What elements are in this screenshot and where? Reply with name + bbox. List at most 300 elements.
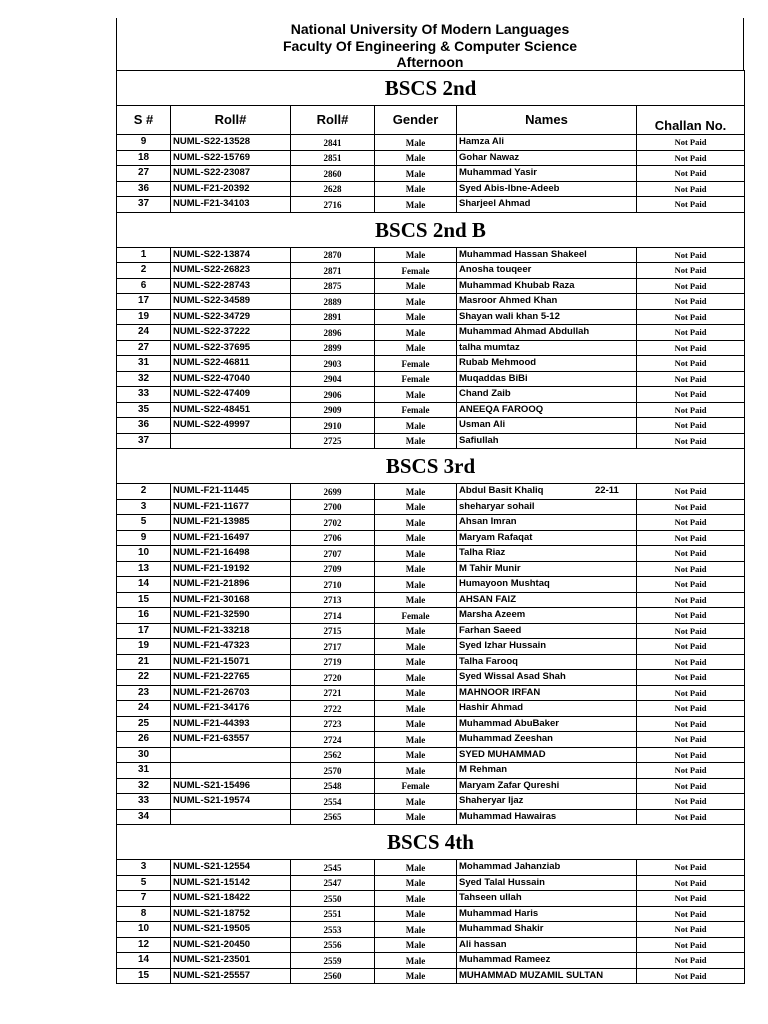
roll-number: 2860 (291, 166, 375, 182)
student-name: Gohar Nawaz (457, 150, 637, 166)
registration-number: NUML-S22-28743 (171, 278, 291, 294)
gender: Male (375, 340, 457, 356)
student-name: Syed Wissal Asad Shah (457, 670, 637, 686)
serial-number: 36 (117, 418, 171, 434)
table-row (117, 418, 745, 434)
section-title-row (117, 71, 745, 106)
section-title: BSCS 2nd B (117, 212, 745, 247)
serial-number: 12 (117, 937, 171, 953)
serial-number: 37 (117, 197, 171, 213)
column-header-name: Names (457, 106, 637, 135)
registration-number: NUML-S22-37695 (171, 340, 291, 356)
student-name: Rubab Mehmood (457, 356, 637, 372)
gender: Male (375, 546, 457, 562)
challan-status: Not Paid (637, 592, 745, 608)
challan-status: Not Paid (637, 953, 745, 969)
section-title: BSCS 4th (117, 825, 745, 860)
gender: Male (375, 922, 457, 938)
document-page (116, 18, 744, 984)
student-name: Maryam Rafaqat (457, 530, 637, 546)
challan-status: Not Paid (637, 484, 745, 500)
roll-number: 2560 (291, 968, 375, 984)
table-row (117, 181, 745, 197)
challan-status: Not Paid (637, 639, 745, 655)
gender: Female (375, 371, 457, 387)
challan-status: Not Paid (637, 561, 745, 577)
challan-status: Not Paid (637, 875, 745, 891)
student-name: Shaheryar Ijaz (457, 794, 637, 810)
table-row (117, 716, 745, 732)
registration-number: NUML-F21-30168 (171, 592, 291, 608)
registration-number: NUML-S21-23501 (171, 953, 291, 969)
student-name: ANEEQA FAROOQ (457, 402, 637, 418)
gender: Male (375, 181, 457, 197)
challan-status: Not Paid (637, 356, 745, 372)
student-name: Chand Zaib (457, 387, 637, 403)
gender: Male (375, 654, 457, 670)
student-name: Tahseen ullah (457, 891, 637, 907)
registration-number: NUML-S21-15496 (171, 778, 291, 794)
gender: Male (375, 937, 457, 953)
registration-number: NUML-F21-13985 (171, 515, 291, 531)
table-row (117, 294, 745, 310)
roll-number: 2545 (291, 860, 375, 876)
student-name: Muhammad Zeeshan (457, 732, 637, 748)
registration-number: NUML-F21-21896 (171, 577, 291, 593)
serial-number: 18 (117, 150, 171, 166)
roll-number: 2909 (291, 402, 375, 418)
registration-number: NUML-S22-46811 (171, 356, 291, 372)
challan-status: Not Paid (637, 433, 745, 449)
table-row (117, 530, 745, 546)
table-row (117, 809, 745, 825)
roll-number: 2702 (291, 515, 375, 531)
student-name: Anosha touqeer (457, 263, 637, 279)
gender: Male (375, 530, 457, 546)
table-row (117, 937, 745, 953)
gender: Male (375, 968, 457, 984)
table-row (117, 371, 745, 387)
section-title: BSCS 3rd (117, 449, 745, 484)
challan-status: Not Paid (637, 247, 745, 263)
challan-status: Not Paid (637, 530, 745, 546)
table-row (117, 685, 745, 701)
table-row (117, 968, 745, 984)
student-name: Muhammad Haris (457, 906, 637, 922)
section-title-row (117, 212, 745, 247)
table-row (117, 433, 745, 449)
roll-number: 2851 (291, 150, 375, 166)
student-note: 22-11 (595, 485, 619, 497)
registration-number: NUML-S22-13528 (171, 135, 291, 151)
serial-number: 27 (117, 340, 171, 356)
serial-number: 14 (117, 577, 171, 593)
table-row (117, 484, 745, 500)
gender: Male (375, 670, 457, 686)
table-row (117, 263, 745, 279)
fee-status-table (116, 70, 745, 984)
table-row (117, 340, 745, 356)
registration-number: NUML-S22-26823 (171, 263, 291, 279)
serial-number: 33 (117, 387, 171, 403)
student-name: Maryam Zafar Qureshi (457, 778, 637, 794)
gender: Male (375, 278, 457, 294)
serial-number: 10 (117, 546, 171, 562)
registration-number: NUML-S22-13874 (171, 247, 291, 263)
challan-status: Not Paid (637, 577, 745, 593)
table-row (117, 402, 745, 418)
student-name: Shayan wali khan 5-12 (457, 309, 637, 325)
gender: Female (375, 263, 457, 279)
challan-status: Not Paid (637, 135, 745, 151)
table-row (117, 747, 745, 763)
table-row (117, 860, 745, 876)
table-row (117, 197, 745, 213)
roll-number: 2547 (291, 875, 375, 891)
student-name: Ahsan Imran (457, 515, 637, 531)
table-row (117, 906, 745, 922)
student-name: Muhammad AbuBaker (457, 716, 637, 732)
challan-status: Not Paid (637, 937, 745, 953)
roll-number: 2551 (291, 906, 375, 922)
gender: Male (375, 561, 457, 577)
challan-status: Not Paid (637, 701, 745, 717)
gender: Male (375, 294, 457, 310)
gender: Male (375, 515, 457, 531)
gender: Male (375, 150, 457, 166)
gender: Male (375, 418, 457, 434)
gender: Male (375, 716, 457, 732)
registration-number: NUML-F21-34176 (171, 701, 291, 717)
gender: Male (375, 763, 457, 779)
roll-number: 2562 (291, 747, 375, 763)
registration-number: NUML-F21-32590 (171, 608, 291, 624)
student-name: Syed Izhar Hussain (457, 639, 637, 655)
serial-number: 2 (117, 263, 171, 279)
roll-number: 2709 (291, 561, 375, 577)
registration-number: NUML-F21-16497 (171, 530, 291, 546)
student-name: Farhan Saeed (457, 623, 637, 639)
registration-number: NUML-S22-34729 (171, 309, 291, 325)
registration-number: NUML-F21-47323 (171, 639, 291, 655)
table-row (117, 875, 745, 891)
registration-number: NUML-F21-22765 (171, 670, 291, 686)
table-row (117, 654, 745, 670)
table-row (117, 387, 745, 403)
gender: Male (375, 701, 457, 717)
student-name: Hashir Ahmad (457, 701, 637, 717)
table-row (117, 732, 745, 748)
roll-number: 2841 (291, 135, 375, 151)
roll-number: 2553 (291, 922, 375, 938)
registration-number: NUML-S21-19574 (171, 794, 291, 810)
serial-number: 33 (117, 794, 171, 810)
student-name: Talha Farooq (457, 654, 637, 670)
challan-status: Not Paid (637, 794, 745, 810)
challan-status: Not Paid (637, 891, 745, 907)
serial-number: 3 (117, 860, 171, 876)
student-name: Masroor Ahmed Khan (457, 294, 637, 310)
table-row (117, 247, 745, 263)
serial-number: 19 (117, 309, 171, 325)
serial-number: 8 (117, 906, 171, 922)
table-row (117, 309, 745, 325)
gender: Male (375, 685, 457, 701)
registration-number: NUML-F21-26703 (171, 685, 291, 701)
gender: Male (375, 433, 457, 449)
serial-number: 9 (117, 530, 171, 546)
table-row (117, 592, 745, 608)
registration-number (171, 809, 291, 825)
serial-number: 26 (117, 732, 171, 748)
student-name-cell (457, 484, 637, 500)
table-row (117, 670, 745, 686)
roll-number: 2713 (291, 592, 375, 608)
serial-number: 17 (117, 294, 171, 310)
document-header (116, 18, 744, 70)
table-row (117, 561, 745, 577)
registration-number: NUML-S22-49997 (171, 418, 291, 434)
registration-number: NUML-S22-37222 (171, 325, 291, 341)
shift-label: Afternoon (396, 54, 464, 70)
roll-number: 2721 (291, 685, 375, 701)
student-name: Muhammad Khubab Raza (457, 278, 637, 294)
gender: Male (375, 747, 457, 763)
registration-number (171, 763, 291, 779)
gender: Male (375, 166, 457, 182)
student-name: MUHAMMAD MUZAMIL SULTAN (457, 968, 637, 984)
table-row (117, 701, 745, 717)
roll-number: 2725 (291, 433, 375, 449)
challan-status: Not Paid (637, 670, 745, 686)
roll-number: 2570 (291, 763, 375, 779)
challan-status: Not Paid (637, 608, 745, 624)
table-row (117, 135, 745, 151)
student-name: Muhammad Ahmad Abdullah (457, 325, 637, 341)
challan-status: Not Paid (637, 499, 745, 515)
gender: Female (375, 356, 457, 372)
challan-status: Not Paid (637, 325, 745, 341)
serial-number: 37 (117, 433, 171, 449)
student-name: M Tahir Munir (457, 561, 637, 577)
student-name: Usman Ali (457, 418, 637, 434)
student-name: Humayoon Mushtaq (457, 577, 637, 593)
serial-number: 9 (117, 135, 171, 151)
registration-number: NUML-S22-48451 (171, 402, 291, 418)
student-name: SYED MUHAMMAD (457, 747, 637, 763)
registration-number: NUML-S21-19505 (171, 922, 291, 938)
challan-status: Not Paid (637, 294, 745, 310)
student-name: Talha Riaz (457, 546, 637, 562)
column-header-roll-no: Roll# (291, 106, 375, 135)
registration-number: NUML-S22-15769 (171, 150, 291, 166)
student-name: M Rehman (457, 763, 637, 779)
roll-number: 2699 (291, 484, 375, 500)
table-row (117, 577, 745, 593)
student-name: talha mumtaz (457, 340, 637, 356)
challan-status: Not Paid (637, 623, 745, 639)
roll-number: 2716 (291, 197, 375, 213)
student-name: Muhammad Hassan Shakeel (457, 247, 637, 263)
serial-number: 5 (117, 875, 171, 891)
challan-status: Not Paid (637, 278, 745, 294)
registration-number: NUML-F21-15071 (171, 654, 291, 670)
column-header-sn: S # (117, 106, 171, 135)
challan-status: Not Paid (637, 181, 745, 197)
roll-number: 2723 (291, 716, 375, 732)
challan-status: Not Paid (637, 197, 745, 213)
serial-number: 15 (117, 968, 171, 984)
roll-number: 2554 (291, 794, 375, 810)
challan-status: Not Paid (637, 747, 745, 763)
table-row (117, 922, 745, 938)
gender: Male (375, 809, 457, 825)
roll-number: 2559 (291, 953, 375, 969)
registration-number: NUML-F21-44393 (171, 716, 291, 732)
faculty-name: Faculty Of Engineering & Computer Science (282, 37, 578, 54)
roll-number: 2556 (291, 937, 375, 953)
gender: Male (375, 197, 457, 213)
student-name: Syed Talal Hussain (457, 875, 637, 891)
serial-number: 32 (117, 778, 171, 794)
student-name: Abdul Basit Khaliq (459, 485, 544, 497)
challan-status: Not Paid (637, 387, 745, 403)
gender: Female (375, 402, 457, 418)
challan-status: Not Paid (637, 371, 745, 387)
gender: Male (375, 577, 457, 593)
roll-number: 2710 (291, 577, 375, 593)
registration-number: NUML-F21-20392 (171, 181, 291, 197)
registration-number: NUML-S22-34589 (171, 294, 291, 310)
registration-number: NUML-F21-16498 (171, 546, 291, 562)
gender: Male (375, 309, 457, 325)
gender: Male (375, 732, 457, 748)
column-header-gender: Gender (375, 106, 457, 135)
serial-number: 21 (117, 654, 171, 670)
registration-number: NUML-S21-20450 (171, 937, 291, 953)
student-name: Muhammad Shakir (457, 922, 637, 938)
gender: Male (375, 387, 457, 403)
serial-number: 23 (117, 685, 171, 701)
serial-number: 35 (117, 402, 171, 418)
serial-number: 25 (117, 716, 171, 732)
registration-number: NUML-S22-47040 (171, 371, 291, 387)
table-row (117, 891, 745, 907)
challan-status: Not Paid (637, 340, 745, 356)
table-row (117, 546, 745, 562)
serial-number: 14 (117, 953, 171, 969)
roll-number: 2715 (291, 623, 375, 639)
registration-number: NUML-F21-11445 (171, 484, 291, 500)
column-header-roll: Roll# (171, 106, 291, 135)
student-name: Syed Abis-Ibne-Adeeb (457, 181, 637, 197)
student-name: Muhammad Rameez (457, 953, 637, 969)
serial-number: 24 (117, 325, 171, 341)
challan-status: Not Paid (637, 402, 745, 418)
table-row (117, 356, 745, 372)
serial-number: 31 (117, 356, 171, 372)
student-name: Marsha Azeem (457, 608, 637, 624)
roll-number: 2700 (291, 499, 375, 515)
serial-number: 27 (117, 166, 171, 182)
gender: Male (375, 592, 457, 608)
registration-number: NUML-F21-33218 (171, 623, 291, 639)
roll-number: 2548 (291, 778, 375, 794)
challan-status: Not Paid (637, 906, 745, 922)
student-name: Safiullah (457, 433, 637, 449)
gender: Female (375, 778, 457, 794)
column-header-row (117, 106, 745, 135)
serial-number: 24 (117, 701, 171, 717)
challan-status: Not Paid (637, 418, 745, 434)
student-name: Muhammad Hawairas (457, 809, 637, 825)
gender: Male (375, 891, 457, 907)
table-row (117, 763, 745, 779)
registration-number (171, 747, 291, 763)
table-row (117, 623, 745, 639)
serial-number: 36 (117, 181, 171, 197)
gender: Male (375, 875, 457, 891)
gender: Male (375, 639, 457, 655)
challan-status: Not Paid (637, 860, 745, 876)
registration-number: NUML-S21-18422 (171, 891, 291, 907)
serial-number: 31 (117, 763, 171, 779)
student-name: sheharyar sohail (457, 499, 637, 515)
challan-status: Not Paid (637, 809, 745, 825)
gender: Male (375, 484, 457, 500)
student-name: Hamza Ali (457, 135, 637, 151)
serial-number: 13 (117, 561, 171, 577)
challan-status: Not Paid (637, 778, 745, 794)
table-row (117, 778, 745, 794)
roll-number: 2714 (291, 608, 375, 624)
roll-number: 2717 (291, 639, 375, 655)
gender: Male (375, 623, 457, 639)
roll-number: 2906 (291, 387, 375, 403)
section-title: BSCS 2nd (117, 71, 745, 106)
serial-number: 1 (117, 247, 171, 263)
student-name: Mohammad Jahanziab (457, 860, 637, 876)
serial-number: 22 (117, 670, 171, 686)
gender: Male (375, 953, 457, 969)
gender: Female (375, 608, 457, 624)
student-name-wrap (459, 484, 636, 498)
registration-number: NUML-S21-25557 (171, 968, 291, 984)
challan-status: Not Paid (637, 150, 745, 166)
roll-number: 2722 (291, 701, 375, 717)
roll-number: 2870 (291, 247, 375, 263)
challan-status: Not Paid (637, 166, 745, 182)
roll-number: 2899 (291, 340, 375, 356)
challan-status: Not Paid (637, 263, 745, 279)
challan-status: Not Paid (637, 732, 745, 748)
table-row (117, 608, 745, 624)
student-name: Ali hassan (457, 937, 637, 953)
serial-number: 32 (117, 371, 171, 387)
registration-number: NUML-F21-19192 (171, 561, 291, 577)
serial-number: 15 (117, 592, 171, 608)
roll-number: 2896 (291, 325, 375, 341)
gender: Male (375, 906, 457, 922)
roll-number: 2628 (291, 181, 375, 197)
registration-number: NUML-S21-12554 (171, 860, 291, 876)
student-name: Sharjeel Ahmad (457, 197, 637, 213)
roll-number: 2875 (291, 278, 375, 294)
roll-number: 2720 (291, 670, 375, 686)
registration-number: NUML-F21-63557 (171, 732, 291, 748)
table-row (117, 166, 745, 182)
serial-number: 7 (117, 891, 171, 907)
